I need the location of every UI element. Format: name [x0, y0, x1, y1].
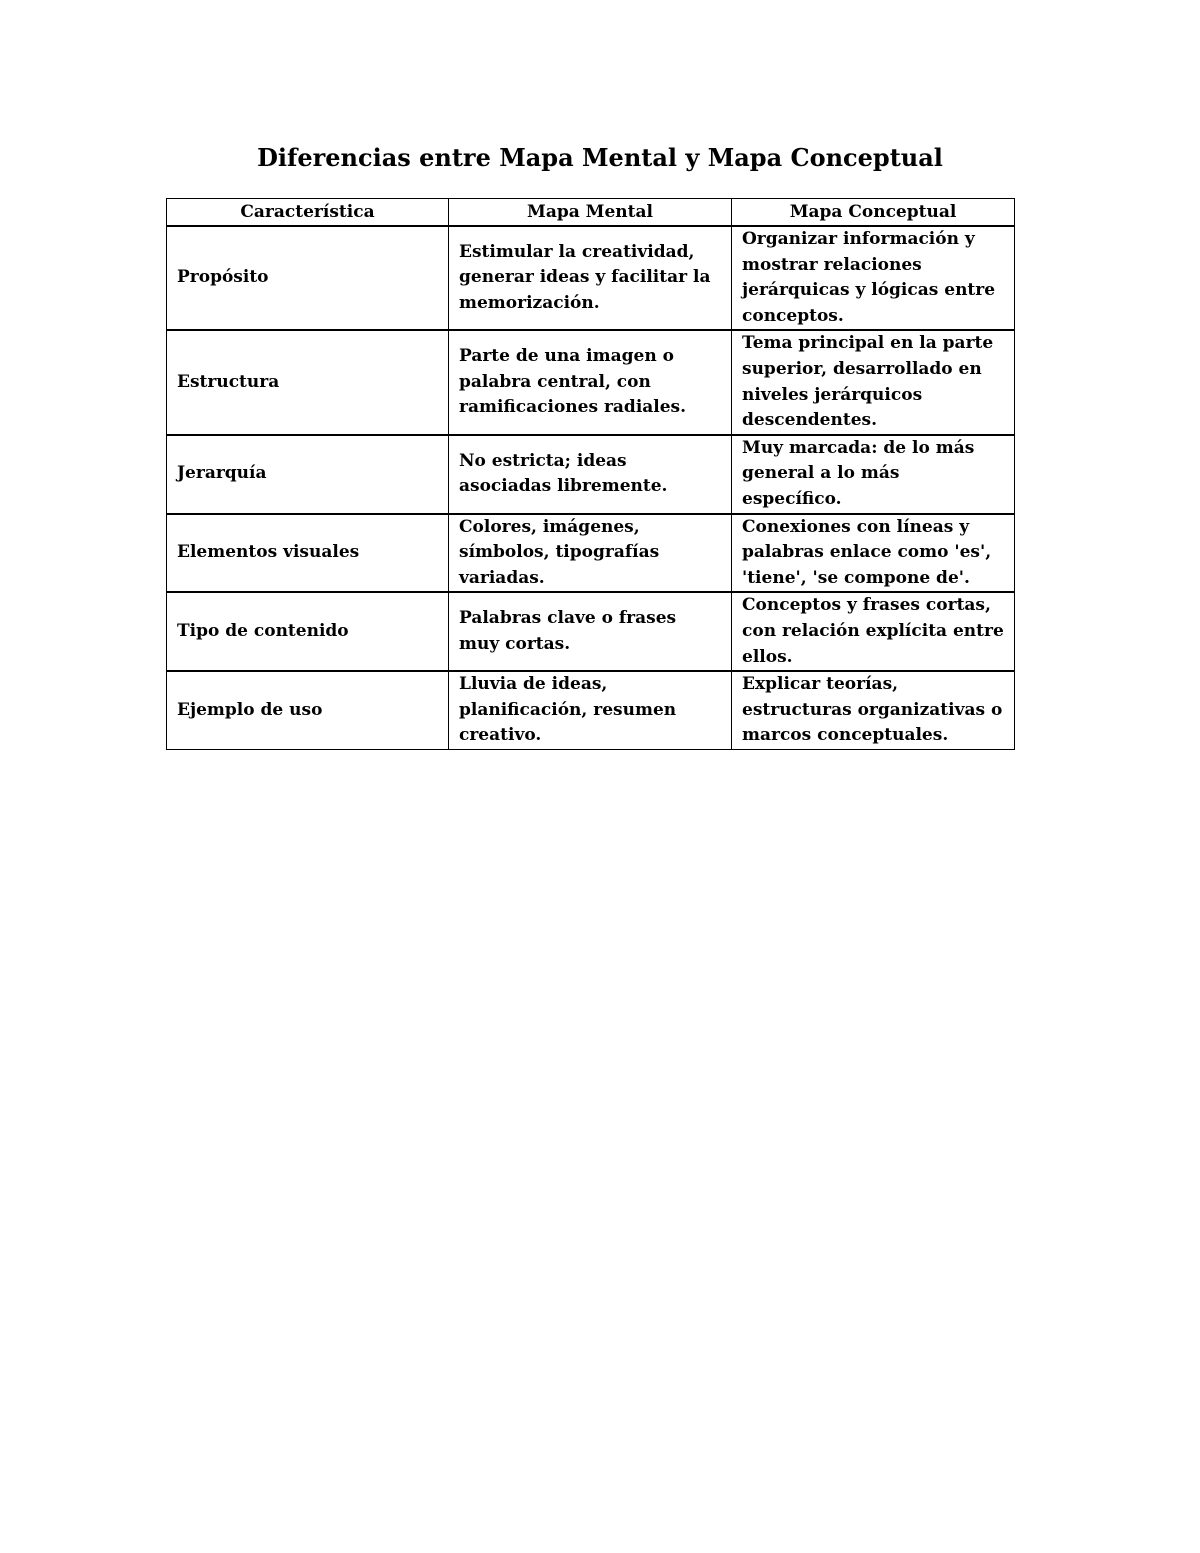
conceptual-cell: Explicar teorías, estructuras organizativas o marcos conceptuales. — [732, 671, 1015, 749]
mental-cell: Colores, imágenes, símbolos, tipografías variadas. — [449, 514, 732, 593]
mental-cell: No estricta; ideas asociadas libremente. — [449, 435, 732, 514]
conceptual-cell: Tema principal en la parte superior, desarrollado en niveles jerárquicos descendentes. — [732, 330, 1015, 434]
comparison-table — [166, 198, 1015, 750]
table-row — [167, 592, 1015, 671]
conceptual-cell: Muy marcada: de lo más general a lo más específico. — [732, 435, 1015, 514]
table-row — [167, 514, 1015, 593]
conceptual-cell: Conexiones con líneas y palabras enlace como 'es', 'tiene', 'se compone de'. — [732, 514, 1015, 593]
mental-cell: Palabras clave o frases muy cortas. — [449, 592, 732, 671]
feature-cell: Ejemplo de uso — [167, 671, 449, 749]
header-mapa-mental: Mapa Mental — [449, 199, 732, 227]
feature-cell: Tipo de contenido — [167, 592, 449, 671]
table-row — [167, 435, 1015, 514]
header-caracteristica: Característica — [167, 199, 449, 227]
feature-cell: Estructura — [167, 330, 449, 434]
table-header-row — [167, 199, 1015, 227]
feature-cell: Elementos visuales — [167, 514, 449, 593]
conceptual-cell: Conceptos y frases cortas, con relación explícita entre ellos. — [732, 592, 1015, 671]
table-row — [167, 671, 1015, 749]
page-title: Diferencias entre Mapa Mental y Mapa Conceptual — [257, 143, 943, 172]
mental-cell: Parte de una imagen o palabra central, con ramificaciones radiales. — [449, 330, 732, 434]
feature-cell: Propósito — [167, 226, 449, 330]
mental-cell: Lluvia de ideas, planificación, resumen creativo. — [449, 671, 732, 749]
feature-cell: Jerarquía — [167, 435, 449, 514]
mental-cell: Estimular la creatividad, generar ideas y facilitar la memorización. — [449, 226, 732, 330]
table-row — [167, 330, 1015, 434]
header-mapa-conceptual: Mapa Conceptual — [732, 199, 1015, 227]
conceptual-cell: Organizar información y mostrar relaciones jerárquicas y lógicas entre conceptos. — [732, 226, 1015, 330]
table-row — [167, 226, 1015, 330]
